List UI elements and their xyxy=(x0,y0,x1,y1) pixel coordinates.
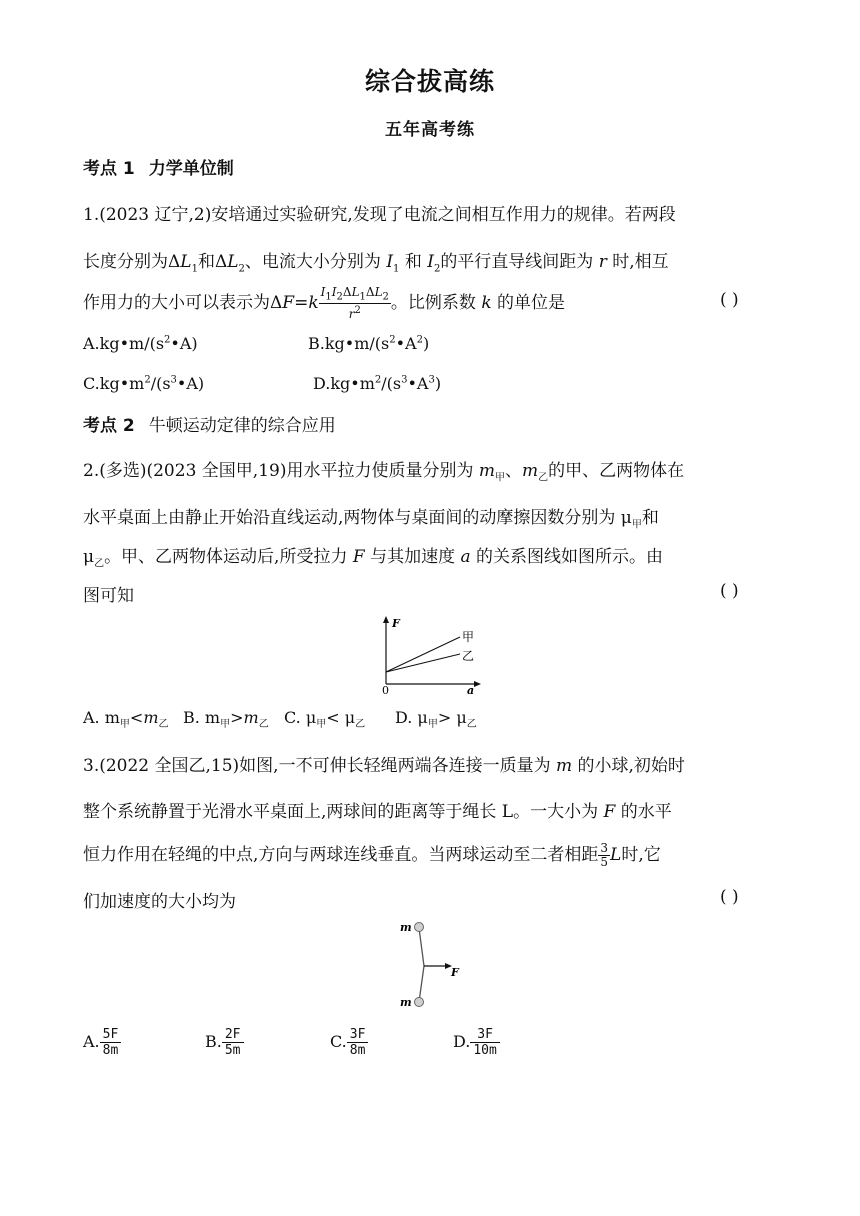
q2-option-a: A. $m_甲<m_乙$ xyxy=(83,708,169,731)
q3-line-1: 3.(2022 全国乙,15)如图,一不可伸长轻绳两端各连接一质量为 m 的小球,初始时 xyxy=(83,756,685,776)
q3-option-d: D. $\frac{3F}{10m}$ xyxy=(453,1027,500,1058)
q3-option-c: C. $\frac{3F}{8m}$ xyxy=(330,1027,368,1058)
q3-line-2: 整个系统静置于光滑水平桌面上,两球间的距离等于绳长 L。一大小为 F 的水平 xyxy=(83,802,672,822)
axis-label-F: F xyxy=(392,617,400,630)
page-subtitle: 五年高考练 xyxy=(385,120,475,140)
ball-top xyxy=(415,923,424,932)
rope-balls-figure xyxy=(395,918,470,1010)
q3-option-b: B. $\frac{2F}{5m}$ xyxy=(205,1027,244,1058)
section-key: 考点 1 xyxy=(83,159,135,179)
section-heading-2 xyxy=(83,411,336,436)
q1-option-a: $A.kg•m/(s^2•A)$ xyxy=(83,334,198,353)
q3-line-3: 恒力作用在轻绳的中点,方向与两球连线垂直。当两球运动至二者相距 $\frac{3}{5}$ L时,它 xyxy=(83,841,661,869)
distance-fraction: $\frac{3}{5}$ xyxy=(600,841,609,869)
label-yi: 乙 xyxy=(462,649,475,663)
section-name: 牛顿运动定律的综合应用 xyxy=(148,416,336,436)
q3-option-a: A. $\frac{5F}{8m}$ xyxy=(83,1027,121,1058)
line-yi xyxy=(386,654,460,672)
section-heading-1 xyxy=(83,154,234,179)
q2-line-2: 水平桌面上由静止开始沿直线运动,两物体与桌面间的动摩擦因数分别为 $\mu_甲$和 xyxy=(83,508,659,531)
force-label: F xyxy=(451,966,459,979)
q1-option-c: $C.kg•m^2/(s^3•A)$ xyxy=(83,374,205,393)
section-key: 考点 2 xyxy=(83,416,135,436)
q2-line-1: 2.(多选)(2023 全国甲,19)用水平拉力使质量分别为 $m_甲$、$m_乙$的甲、乙两物体在 xyxy=(83,461,685,484)
line-jia xyxy=(386,637,460,672)
q3-line-4: 们加速度的大小均为 xyxy=(83,892,236,912)
axis-label-a: a xyxy=(467,684,475,696)
q2-line-3: $\mu_乙$。甲、乙两物体运动后,所受拉力 F 与其加速度 a 的关系图线如图所示。由 xyxy=(83,547,664,570)
q1-answer-bracket: ( ) xyxy=(720,290,739,310)
mass-label-top: m xyxy=(400,921,412,934)
q2-option-b: B. $m_甲>m_乙$ xyxy=(183,708,269,731)
q1-option-d: $D.kg•m^2/(s^3•A^3)$ xyxy=(313,374,442,393)
q1-line-1: 1.(2023 辽宁,2)安培通过实验研究,发现了电流之间相互作用力的规律。若两段 xyxy=(83,205,676,225)
label-jia: 甲 xyxy=(462,630,475,644)
q2-line-4: 图可知 xyxy=(83,586,134,606)
f-vs-a-graph xyxy=(370,614,490,696)
q3-answer-bracket: ( ) xyxy=(720,887,739,907)
force-formula-fraction: $\frac{I_1I_2\Delta L_1\Delta L_2}{r^2}$ xyxy=(320,285,389,322)
origin-label: 0 xyxy=(382,684,389,696)
q2-option-c: C. $\mu_甲< \mu_乙$ xyxy=(284,708,366,731)
q1-line-3: 作用力的大小可以表示为ΔF=k $\frac{I_1I_2\Delta L_1\Delta L_2}{r^2}$ 。比例系数 k 的单位是 xyxy=(83,285,566,322)
q2-option-d: D. $\mu_甲> \mu_乙$ xyxy=(395,708,477,731)
q1-line-2: 长度分别为$\Delta L_1$和$\Delta L_2$、电流大小分别为 $I_1$ 和 $I_2$的平行直导线间距为 r 时,相互 xyxy=(83,252,669,275)
ball-bottom xyxy=(415,998,424,1007)
section-name: 力学单位制 xyxy=(148,159,234,179)
mass-label-bottom: m xyxy=(400,996,412,1009)
q1-option-b: $B.kg•m/(s^2•A^2)$ xyxy=(308,334,430,353)
q2-answer-bracket: ( ) xyxy=(720,581,739,601)
page-title: 综合拔高练 xyxy=(364,67,495,96)
